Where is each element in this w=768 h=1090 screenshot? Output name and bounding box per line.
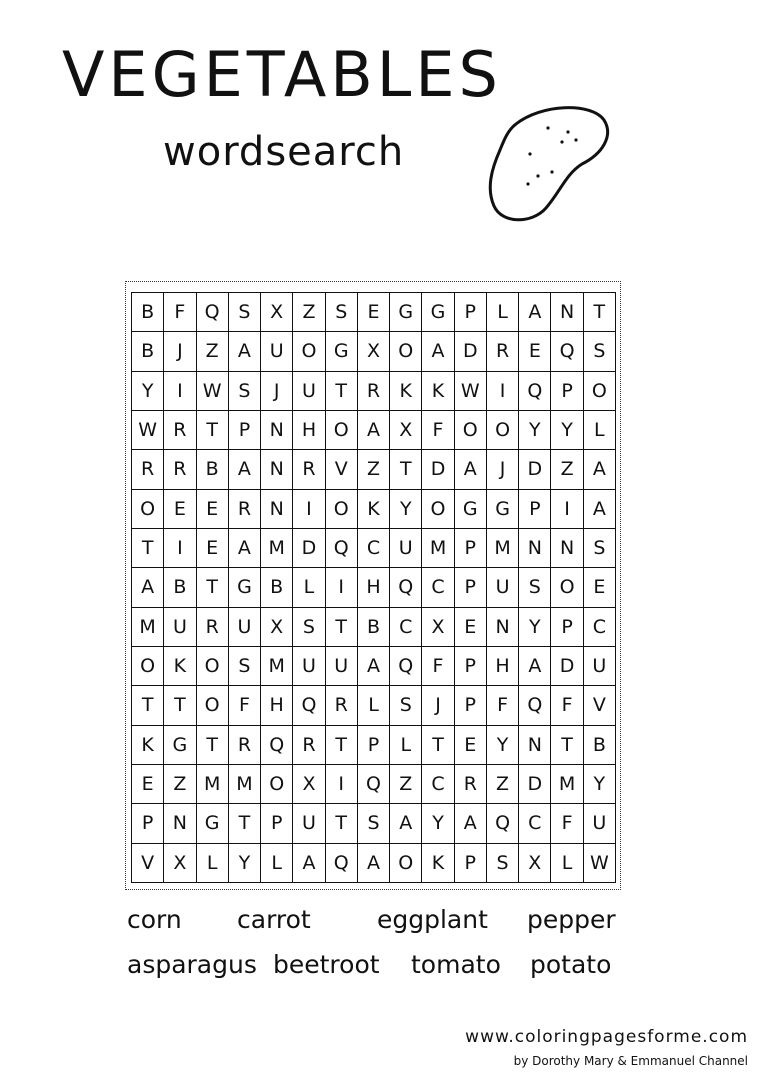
grid-cell[interactable]: S <box>229 647 261 686</box>
grid-cell[interactable]: A <box>390 804 422 843</box>
grid-cell[interactable]: C <box>584 608 616 647</box>
grid-cell[interactable]: A <box>584 490 616 529</box>
wordsearch-grid <box>131 292 616 883</box>
grid-cell[interactable]: O <box>326 411 358 450</box>
grid-cell[interactable]: J <box>422 686 454 725</box>
grid-cell[interactable]: A <box>358 844 390 883</box>
grid-cell[interactable]: J <box>164 332 196 371</box>
grid-cell[interactable]: B <box>197 450 229 489</box>
grid-cell[interactable]: T <box>390 450 422 489</box>
grid-cell[interactable]: C <box>422 765 454 804</box>
grid-cell[interactable]: E <box>164 490 196 529</box>
grid-cell[interactable]: S <box>229 293 261 332</box>
grid-cell[interactable]: X <box>422 608 454 647</box>
grid-cell[interactable]: Y <box>519 608 551 647</box>
grid-cell[interactable]: I <box>164 372 196 411</box>
grid-cell[interactable]: D <box>551 647 583 686</box>
grid-cell[interactable]: R <box>229 490 261 529</box>
grid-cell[interactable]: I <box>551 490 583 529</box>
grid-cell[interactable]: F <box>164 293 196 332</box>
grid-cell[interactable]: A <box>358 411 390 450</box>
grid-cell[interactable]: R <box>487 332 519 371</box>
grid-cell[interactable]: C <box>519 804 551 843</box>
grid-cell[interactable]: Y <box>132 372 164 411</box>
grid-cell[interactable]: O <box>584 372 616 411</box>
grid-cell[interactable]: G <box>197 804 229 843</box>
grid-cell[interactable]: A <box>584 450 616 489</box>
grid-cell[interactable]: Z <box>164 765 196 804</box>
grid-cell[interactable]: N <box>551 529 583 568</box>
grid-cell[interactable]: Q <box>261 726 293 765</box>
grid-cell[interactable]: R <box>164 411 196 450</box>
grid-cell[interactable]: P <box>132 804 164 843</box>
grid-cell[interactable]: U <box>261 332 293 371</box>
grid-cell[interactable]: Y <box>390 490 422 529</box>
word-item: potato <box>530 950 612 979</box>
grid-cell[interactable]: N <box>487 608 519 647</box>
grid-cell[interactable]: Z <box>358 450 390 489</box>
grid-cell[interactable]: O <box>455 411 487 450</box>
grid-cell[interactable]: H <box>261 686 293 725</box>
word-item: tomato <box>411 950 501 979</box>
grid-cell[interactable]: R <box>164 450 196 489</box>
grid-cell[interactable]: R <box>358 372 390 411</box>
grid-cell[interactable]: W <box>584 844 616 883</box>
grid-cell[interactable]: R <box>229 726 261 765</box>
grid-cell[interactable]: U <box>584 804 616 843</box>
grid-cell[interactable]: Y <box>487 726 519 765</box>
grid-cell[interactable]: D <box>422 450 454 489</box>
grid-cell[interactable]: C <box>422 568 454 607</box>
grid-cell[interactable]: S <box>584 529 616 568</box>
grid-cell[interactable]: O <box>197 647 229 686</box>
grid-cell[interactable]: T <box>422 726 454 765</box>
grid-cell[interactable]: S <box>326 293 358 332</box>
grid-cell[interactable]: A <box>422 332 454 371</box>
grid-cell[interactable]: A <box>455 450 487 489</box>
grid-cell[interactable]: S <box>487 844 519 883</box>
grid-cell[interactable]: X <box>293 765 325 804</box>
grid-cell[interactable]: I <box>487 372 519 411</box>
grid-cell[interactable]: A <box>293 844 325 883</box>
grid-cell[interactable]: T <box>132 686 164 725</box>
grid-cell[interactable]: O <box>132 490 164 529</box>
grid-cell[interactable]: P <box>455 293 487 332</box>
grid-cell[interactable]: M <box>261 529 293 568</box>
word-item: carrot <box>237 905 311 934</box>
grid-cell[interactable]: T <box>197 568 229 607</box>
grid-cell[interactable]: K <box>422 372 454 411</box>
grid-cell[interactable]: O <box>551 568 583 607</box>
grid-cell[interactable]: Z <box>390 765 422 804</box>
grid-cell[interactable]: X <box>519 844 551 883</box>
grid-cell[interactable]: G <box>390 293 422 332</box>
grid-cell[interactable]: L <box>390 726 422 765</box>
grid-cell[interactable]: P <box>455 686 487 725</box>
grid-cell[interactable]: E <box>455 726 487 765</box>
grid-cell[interactable]: G <box>326 332 358 371</box>
grid-cell[interactable]: B <box>132 293 164 332</box>
grid-cell[interactable]: R <box>455 765 487 804</box>
grid-cell[interactable]: R <box>326 686 358 725</box>
grid-cell[interactable]: A <box>519 293 551 332</box>
grid-cell[interactable]: E <box>132 765 164 804</box>
grid-cell[interactable]: P <box>455 647 487 686</box>
grid-cell[interactable]: R <box>293 450 325 489</box>
grid-cell[interactable]: L <box>487 293 519 332</box>
grid-cell[interactable]: Z <box>197 332 229 371</box>
grid-cell[interactable]: X <box>261 608 293 647</box>
grid-cell[interactable]: O <box>197 686 229 725</box>
grid-cell[interactable]: O <box>293 332 325 371</box>
grid-cell[interactable]: L <box>358 686 390 725</box>
grid-cell[interactable]: K <box>164 647 196 686</box>
grid-cell[interactable]: T <box>132 529 164 568</box>
grid-cell[interactable]: P <box>455 568 487 607</box>
grid-cell[interactable]: K <box>358 490 390 529</box>
grid-cell[interactable]: U <box>293 372 325 411</box>
grid-cell[interactable]: X <box>390 411 422 450</box>
grid-cell[interactable]: G <box>455 490 487 529</box>
grid-cell[interactable]: T <box>197 411 229 450</box>
grid-cell[interactable]: Y <box>229 844 261 883</box>
grid-cell[interactable]: T <box>551 726 583 765</box>
grid-cell[interactable]: K <box>422 844 454 883</box>
grid-cell[interactable]: B <box>261 568 293 607</box>
grid-cell[interactable]: T <box>584 293 616 332</box>
grid-cell[interactable]: A <box>455 804 487 843</box>
grid-cell[interactable]: N <box>261 411 293 450</box>
grid-cell[interactable]: N <box>261 490 293 529</box>
grid-cell[interactable]: S <box>229 372 261 411</box>
grid-cell[interactable]: F <box>422 411 454 450</box>
grid-cell[interactable]: P <box>261 804 293 843</box>
grid-cell[interactable]: M <box>487 529 519 568</box>
grid-cell[interactable]: N <box>551 293 583 332</box>
grid-cell[interactable]: I <box>293 490 325 529</box>
grid-cell[interactable]: O <box>390 332 422 371</box>
grid-cell[interactable]: X <box>164 844 196 883</box>
grid-cell[interactable]: M <box>229 765 261 804</box>
word-item: asparagus <box>127 950 257 979</box>
grid-cell[interactable]: G <box>487 490 519 529</box>
grid-cell[interactable]: I <box>326 568 358 607</box>
grid-cell[interactable]: T <box>326 608 358 647</box>
grid-cell[interactable]: I <box>164 529 196 568</box>
grid-cell[interactable]: Y <box>551 411 583 450</box>
grid-cell[interactable]: N <box>519 529 551 568</box>
grid-cell[interactable]: T <box>229 804 261 843</box>
grid-cell[interactable]: K <box>132 726 164 765</box>
grid-cell[interactable]: E <box>358 293 390 332</box>
grid-cell[interactable]: N <box>164 804 196 843</box>
grid-cell[interactable]: H <box>487 647 519 686</box>
grid-cell[interactable]: B <box>358 608 390 647</box>
grid-cell[interactable]: P <box>455 844 487 883</box>
grid-cell[interactable]: C <box>358 529 390 568</box>
grid-cell[interactable]: S <box>293 608 325 647</box>
grid-cell[interactable]: S <box>584 332 616 371</box>
website-link[interactable]: www.coloringpagesforme.com <box>465 1027 748 1047</box>
grid-cell[interactable]: H <box>358 568 390 607</box>
grid-cell[interactable]: S <box>358 804 390 843</box>
author-credit: by Dorothy Mary & Emmanuel Channel <box>513 1054 748 1068</box>
grid-cell[interactable]: Q <box>390 647 422 686</box>
grid-cell[interactable]: F <box>229 686 261 725</box>
grid-cell[interactable]: T <box>326 726 358 765</box>
credits <box>465 1027 748 1068</box>
grid-cell[interactable]: Q <box>390 568 422 607</box>
grid-cell[interactable]: X <box>261 293 293 332</box>
word-item: pepper <box>527 905 616 934</box>
grid-cell[interactable]: W <box>197 372 229 411</box>
grid-cell[interactable]: J <box>487 450 519 489</box>
grid-cell[interactable]: D <box>455 332 487 371</box>
grid-cell[interactable]: Q <box>519 372 551 411</box>
grid-cell[interactable]: N <box>261 450 293 489</box>
grid-cell[interactable]: P <box>229 411 261 450</box>
grid-cell[interactable]: A <box>132 568 164 607</box>
grid-cell[interactable]: I <box>326 765 358 804</box>
grid-cell[interactable]: M <box>261 647 293 686</box>
grid-cell[interactable]: Y <box>584 765 616 804</box>
grid-cell[interactable]: W <box>455 372 487 411</box>
grid-cell[interactable]: B <box>584 726 616 765</box>
grid-cell[interactable]: M <box>132 608 164 647</box>
grid-cell[interactable]: T <box>326 372 358 411</box>
grid-cell[interactable]: O <box>487 411 519 450</box>
grid-cell[interactable]: U <box>326 647 358 686</box>
grid-cell[interactable]: G <box>164 726 196 765</box>
grid-cell[interactable]: Y <box>519 411 551 450</box>
page-title: VEGETABLES <box>62 38 502 111</box>
grid-cell[interactable]: T <box>164 686 196 725</box>
grid-cell[interactable]: E <box>455 608 487 647</box>
grid-cell[interactable]: P <box>455 529 487 568</box>
grid-cell[interactable]: U <box>584 647 616 686</box>
grid-cell[interactable]: D <box>519 765 551 804</box>
grid-cell[interactable]: C <box>390 608 422 647</box>
grid-cell[interactable]: L <box>197 844 229 883</box>
grid-cell[interactable]: F <box>551 686 583 725</box>
grid-cell[interactable]: Z <box>487 765 519 804</box>
grid-cell[interactable]: L <box>551 844 583 883</box>
grid-cell[interactable]: V <box>132 844 164 883</box>
grid-cell[interactable]: K <box>390 372 422 411</box>
grid-cell[interactable]: U <box>390 529 422 568</box>
word-item: corn <box>127 905 182 934</box>
grid-cell[interactable]: L <box>261 844 293 883</box>
grid-cell[interactable]: Q <box>326 529 358 568</box>
grid-cell[interactable]: F <box>487 686 519 725</box>
grid-cell[interactable]: Q <box>519 686 551 725</box>
potato-icon <box>486 102 614 226</box>
grid-cell[interactable]: A <box>519 647 551 686</box>
grid-cell[interactable]: U <box>293 804 325 843</box>
grid-cell[interactable]: H <box>293 411 325 450</box>
grid-cell[interactable]: D <box>293 529 325 568</box>
grid-cell[interactable]: E <box>519 332 551 371</box>
grid-cell[interactable]: U <box>293 647 325 686</box>
grid-cell[interactable]: E <box>197 529 229 568</box>
grid-cell[interactable]: R <box>132 450 164 489</box>
page-subtitle: wordsearch <box>163 129 405 175</box>
grid-cell[interactable]: M <box>197 765 229 804</box>
grid-cell[interactable]: J <box>261 372 293 411</box>
grid-cell[interactable]: P <box>551 372 583 411</box>
grid-cell[interactable]: Q <box>551 332 583 371</box>
grid-cell[interactable]: F <box>422 647 454 686</box>
grid-cell[interactable]: M <box>422 529 454 568</box>
grid-cell[interactable]: Q <box>326 844 358 883</box>
grid-cell[interactable]: B <box>164 568 196 607</box>
grid-cell[interactable]: O <box>261 765 293 804</box>
grid-cell[interactable]: B <box>132 332 164 371</box>
grid-cell[interactable]: U <box>164 608 196 647</box>
grid-cell[interactable]: V <box>584 686 616 725</box>
grid-cell[interactable]: P <box>519 490 551 529</box>
grid-cell[interactable]: E <box>584 568 616 607</box>
grid-cell[interactable]: Q <box>487 804 519 843</box>
grid-cell[interactable]: A <box>229 529 261 568</box>
grid-cell[interactable]: N <box>519 726 551 765</box>
grid-cell[interactable]: A <box>229 450 261 489</box>
grid-cell[interactable]: Z <box>551 450 583 489</box>
grid-cell[interactable]: U <box>229 608 261 647</box>
grid-cell[interactable]: L <box>584 411 616 450</box>
word-item: eggplant <box>377 905 488 934</box>
grid-cell[interactable]: S <box>390 686 422 725</box>
grid-cell[interactable]: E <box>197 490 229 529</box>
grid-cell[interactable]: Q <box>358 765 390 804</box>
grid-cell[interactable]: T <box>326 804 358 843</box>
grid-cell[interactable]: S <box>519 568 551 607</box>
grid-cell[interactable]: P <box>358 726 390 765</box>
grid-cell[interactable]: G <box>422 293 454 332</box>
grid-cell[interactable]: A <box>229 332 261 371</box>
grid-cell[interactable]: O <box>422 490 454 529</box>
grid-cell[interactable]: Y <box>422 804 454 843</box>
grid-cell[interactable]: X <box>358 332 390 371</box>
grid-cell[interactable]: W <box>132 411 164 450</box>
grid-cell[interactable]: O <box>132 647 164 686</box>
grid-cell[interactable]: M <box>551 765 583 804</box>
grid-cell[interactable]: F <box>551 804 583 843</box>
grid-cell[interactable]: P <box>551 608 583 647</box>
grid-cell[interactable]: D <box>519 450 551 489</box>
grid-cell[interactable]: Z <box>293 293 325 332</box>
grid-cell[interactable]: U <box>487 568 519 607</box>
grid-cell[interactable]: R <box>293 726 325 765</box>
grid-cell[interactable]: R <box>197 608 229 647</box>
grid-cell[interactable]: L <box>293 568 325 607</box>
grid-cell[interactable]: V <box>326 450 358 489</box>
grid-cell[interactable]: O <box>326 490 358 529</box>
grid-cell[interactable]: Q <box>293 686 325 725</box>
word-item: beetroot <box>273 950 380 979</box>
grid-cell[interactable]: G <box>229 568 261 607</box>
grid-cell[interactable]: T <box>197 726 229 765</box>
grid-cell[interactable]: A <box>358 647 390 686</box>
grid-cell[interactable]: O <box>390 844 422 883</box>
grid-cell[interactable]: Q <box>197 293 229 332</box>
